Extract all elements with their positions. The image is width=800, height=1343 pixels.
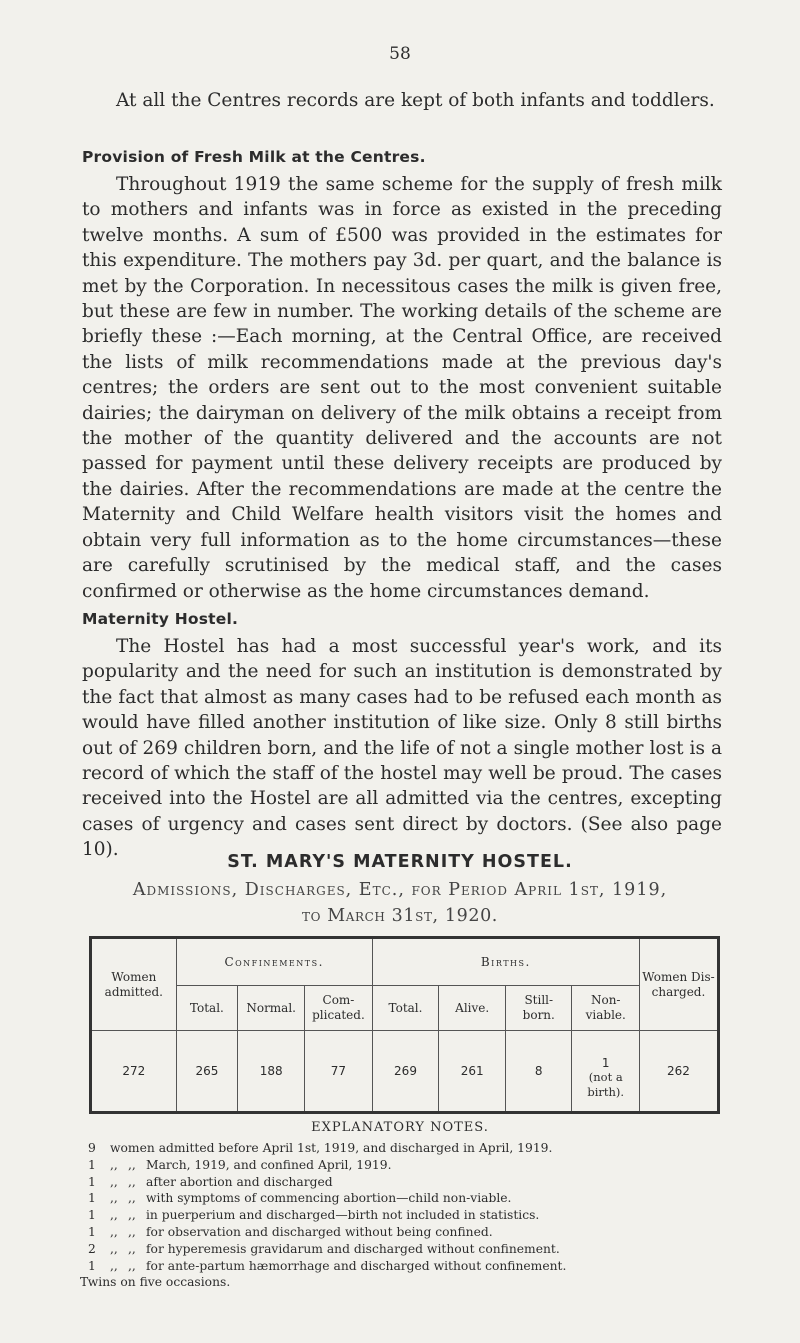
section-heading-hostel: Maternity Hostel. [82,610,239,628]
header-women-discharged: Women Dis- charged. [639,938,718,1031]
header-women-admitted: Women admitted. [91,938,177,1031]
table-title: ST. MARY'S MATERNITY HOSTEL. [227,852,573,872]
header-births-nonviable: Non- viable. [572,986,640,1031]
note-text: for hyperemesis gravidarum and discharged without confinement. [146,1241,560,1256]
ditto-mark: ,, [110,1208,118,1223]
note-count: 1 [88,1191,96,1206]
nonviable-value: 1 [601,1056,610,1070]
note-count: 1 [88,1174,96,1189]
page-number: 58 [389,44,411,64]
ditto-mark: ,, [110,1241,118,1256]
header-confinements-normal: Normal. [238,986,305,1031]
note-text: for observation and discharged without being confined. [146,1224,493,1239]
cell-confinements-total: 265 [176,1031,237,1113]
intro-paragraph [82,88,722,113]
ditto-mark: ,, [110,1191,118,1206]
cell-women-admitted: 272 [91,1031,177,1113]
explanatory-notes [80,1140,728,1291]
section-heading-milk: Provision of Fresh Milk at the Centres. [82,148,426,166]
ditto-mark: ,, [128,1208,136,1223]
header-births-stillborn: Still- born. [506,986,572,1031]
hostel-statistics-table [89,936,720,1114]
section-hostel-body [82,634,722,863]
note-text: after abortion and discharged [146,1174,333,1189]
cell-confinements-complicated: 77 [305,1031,372,1113]
ditto-mark: ,, [110,1258,118,1273]
ditto-mark: ,, [128,1157,136,1172]
cell-births-total: 269 [372,1031,439,1113]
header-confinements-total: Total. [176,986,237,1031]
note-item [88,1224,728,1241]
note-count: 2 [88,1241,96,1256]
note-text: in puerperium and discharged—birth not included in statistics. [146,1208,540,1223]
ditto-mark: ,, [128,1258,136,1273]
header-births-alive: Alive. [439,986,506,1031]
ditto-mark: ,, [128,1174,136,1189]
ditto-mark: ,, [110,1174,118,1189]
note-text: March, 1919, and confined April, 1919. [146,1157,392,1172]
note-item [88,1157,728,1174]
header-confinements-complicated: Com- plicated. [305,986,372,1031]
nonviable-note: (not a birth). [587,1070,625,1099]
note-item [88,1258,728,1275]
note-count: 1 [88,1258,96,1273]
table-subtitle: Admissions, Discharges, Etc., for Period April 1st, 1919, [132,880,668,900]
note-item [88,1241,728,1258]
note-twins: Twins on five occasions. [80,1275,231,1290]
ditto-mark: ,, [128,1191,136,1206]
section-hostel-text: The Hostel has had a most successful year's work, and its popularity and the need for such an institution is demonstrated by the fact that almost as many cases had to be refused each month as would have filled another institution of like size. Only 8 still births out of 269 children born, and the life of not a single mother lost is a record of which the staff of the hostel may well be proud. The cases received into the Hostel are all admitted via the centres, excepting cases of urgency and cases sent direct by doctors. (See also page 10). [82,636,722,861]
note-count: 1 [88,1208,96,1223]
cell-births-stillborn: 8 [506,1031,572,1113]
note-text: women admitted before April 1st, 1919, and discharged in April, 1919. [110,1141,553,1155]
note-text: for ante-partum hæmorrhage and discharged without confinement. [146,1258,567,1273]
note-count: 1 [88,1224,96,1239]
note-item [88,1174,728,1191]
ditto-mark: ,, [128,1241,136,1256]
intro-text: At all the Centres records are kept of both infants and toddlers. [116,90,715,111]
note-item [88,1207,728,1224]
cell-births-alive: 261 [439,1031,506,1113]
section-milk-text: Throughout 1919 the same scheme for the supply of fresh milk to mothers and infants was in force as existed in the preceding twelve months. A sum of £500 was provided in the estimates for this expenditure. The mothers pay 3d. per quart, and the balance is met by the Corporation. In necessitous cases the milk is given free, but these are few in number. The working details of the scheme are briefly these :—Each morning, at the Central Office, are received the lists of milk recommendations made at the previous day's centres; the orders are sent out to the most convenient suitable dairies; the dairyman on delivery of the milk obtains a receipt from the mother of the quantity delivered and the accounts are not passed for payment until these delivery receipts are produced by the dairies. After the recommendations are made at the centre the Maternity and Child Welfare health visitors visit the homes and obtain very full information as to the home circumstances—these are carefully scrutinised by the medical staff, and the cases confirmed or otherwise as the home circumstances demand. [82,174,722,602]
note-count: 1 [88,1157,96,1172]
cell-women-discharged: 262 [639,1031,718,1113]
ditto-mark: ,, [128,1224,136,1239]
note-item [88,1140,728,1157]
cell-confinements-normal: 188 [238,1031,305,1113]
header-confinements: Confinements. [176,938,372,986]
header-births: Births. [372,938,639,986]
note-text: with symptoms of commencing abortion—child non-viable. [146,1191,512,1206]
ditto-mark: ,, [110,1224,118,1239]
cell-births-nonviable [572,1031,640,1113]
header-births-total: Total. [372,986,439,1031]
section-milk-body [82,172,722,604]
ditto-mark: ,, [110,1157,118,1172]
note-item [88,1190,728,1207]
notes-title: EXPLANATORY NOTES. [311,1120,489,1135]
table-subtitle-2: to March 31st, 1920. [302,906,498,926]
note-count: 9 [88,1141,96,1155]
